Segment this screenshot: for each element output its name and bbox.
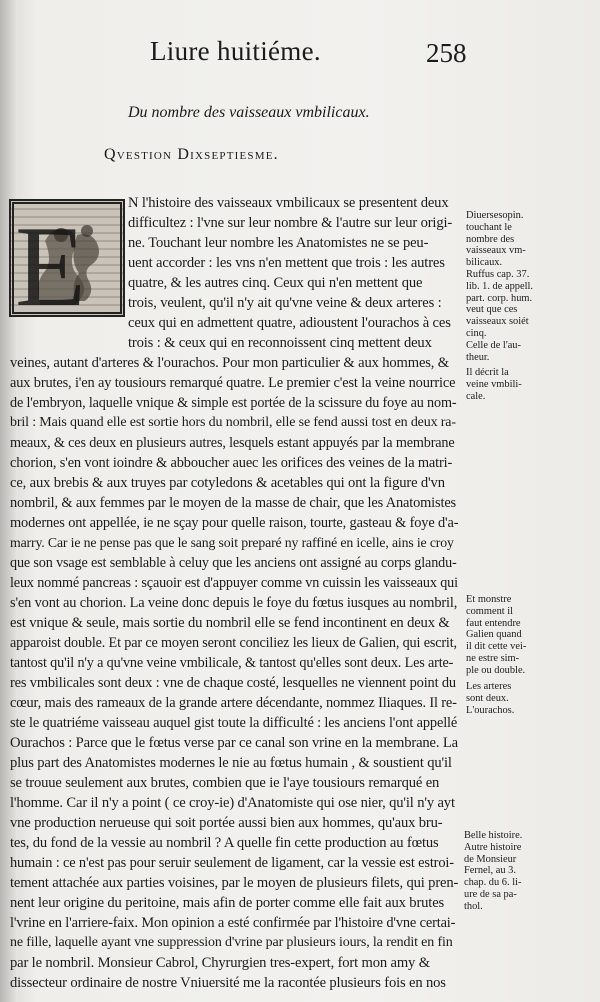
- section-title: Du nombre des vaisseaux vmbilicaux.: [128, 104, 370, 121]
- text-line: difficultez : l'vne sur leur nombre & l'autre sur leur origi-: [128, 215, 453, 231]
- text-line: veines, autant d'arteres & l'ourachos. Pour mon particulier & aux hommes, &: [10, 355, 450, 371]
- text-line: bril : Mais quand elle est sortie hors du nombril, elle se fend aussi tost en deux ra-: [10, 415, 456, 430]
- text-line: ce, aux brebis & aux truyes par cotyledons & acetables qui ont la figure d'vn: [10, 475, 445, 491]
- text-line: par le nombril. Monsieur Cabrol, Chyrurgien tres-expert, fort mon amy &: [10, 955, 430, 971]
- text-line: modernes ont appellée, ie ne sçay pour quelle raison, tourte, gasteau & foye d'a-: [10, 515, 459, 531]
- text-line: plus part des Anatomistes modernes le nie au fœtus humain , & soustient qu'il: [10, 755, 452, 771]
- text-line: marry. Car ie ne pense pas que le sang soit preparé ny raffiné en icelle, ains ie croy: [10, 535, 454, 550]
- text-line: de l'embryon, laquelle vnique & simple est portée de la scissure du foye au nom-: [10, 395, 457, 411]
- text-line: N l'histoire des vaisseaux vmbilicaux se presentent deux: [128, 195, 449, 211]
- svg-text:E: E: [15, 203, 86, 315]
- text-line: vne production nerueuse qui soit portée aussi bien aux hommes, qu'aux bru-: [10, 815, 443, 831]
- text-line: est vnique & seule, mais sortie du nombril elle se fend incontinent en deux &: [10, 615, 450, 631]
- text-line: dissecteur ordinaire de nostre Vniuersité me la racontée plusieurs fois en nos: [10, 975, 446, 991]
- text-line: aux brutes, i'en ay tousiours remarqué quatre. Le premier c'est la veine nourrice: [10, 375, 456, 391]
- page-number: 258: [426, 38, 467, 68]
- text-line: chorion, s'en vont ioindre & abboucher auec les orifices des veines de la matri-: [10, 455, 453, 471]
- text-line: trois : & ceux qui en reconnoissent cinq mettent deux: [128, 335, 432, 351]
- text-line: ste le quatriéme vaisseau auquel gist toute la difficulté : les anciens l'ont appellé: [10, 715, 458, 731]
- running-header-title: Liure huitiéme.: [150, 36, 321, 66]
- text-line: res vmbilicales sont deux : vne de chaque costé, lesquelles ne viennent point du: [10, 675, 456, 691]
- text-line: nent leur origine du peritoine, mais afin de porter comme elle fait aux brutes: [10, 895, 445, 911]
- margin-note: Diuersesopin. touchant le nombre des vaisseaux vm- bilicaux. Ruffus cap. 37. lib. 1. de appell. part. corp. hum. veut que ces vaisseaux soiét cinq. Celle de l'au- theur.: [466, 210, 533, 363]
- text-line: ne. Touchant leur nombre les Anatomistes ne se peu-: [128, 235, 429, 251]
- text-line: quatre, & les autres cinq. Ceux qui n'en mettent que: [128, 275, 423, 291]
- margin-note: Et monstre comment il faut entendre Galien quand il dit cette vei- ne estre sim- ple ou double.: [466, 594, 527, 676]
- text-line: trois, veulent, qu'il n'y ait qu'vne veine & deux arteres :: [128, 295, 442, 311]
- text-line: ne fille, laquelle ayant vne suppression d'vrine par plusieurs iours, la rendit en fin: [10, 935, 453, 950]
- margin-note: Belle histoire. Autre histoire de Monsieur Fernel, au 3. chap. du 6. li- ure de sa pa- thol.: [464, 830, 523, 912]
- text-line: cœur, mais des rameaux de la grande artere décendante, nommez Iliaques. Il re-: [10, 695, 457, 711]
- text-line: meaux, & ces deux en plusieurs autres, lesquels estant appuyés par la membrane: [10, 435, 455, 451]
- text-line: ceux qui en admettent quatre, adioustent l'ourachos à ces: [128, 315, 451, 331]
- text-line: que son vsage est semblable à celuy que les anciens ont assigné au corps glandu-: [10, 555, 457, 571]
- text-line: nombril, & aux femmes par le moyen de la masse de chair, que les Anatomistes: [10, 495, 457, 511]
- text-line: se trouue seulement aux brutes, combien que ie l'aye tousiours remarqué en: [10, 775, 440, 791]
- text-line: s'en vont au chorion. La veine donc depuis le foye du fœtus iusques au nombril,: [10, 595, 458, 611]
- text-line: tement attachée aux parties voisines, par le moyen de plusieurs filets, qui pren-: [10, 875, 459, 891]
- margin-note: Il décrit la veine vmbili- cale.: [466, 367, 522, 402]
- text-line: tes, du fond de la vessie au nombril ? A quelle fin cette production au fœtus: [10, 835, 439, 851]
- text-line: Ourachos : Parce que le fœtus verse par ce canal son vrine en la membrane. La: [10, 735, 458, 751]
- ornamental-engraved-initial-icon: [11, 201, 123, 315]
- text-line: l'homme. Car il n'y a point ( ce croy-ie) d'Anatomiste qui ose nier, qu'il n'y ayt: [10, 795, 455, 811]
- text-line: uent accorder : les vns n'en mettent que trois : les autres: [128, 255, 445, 271]
- text-line: humain : ce n'est pas pour seruir seulement de ligament, car la vessie est estroi-: [10, 855, 454, 871]
- text-line: apparoist double. Et par ce moyen seront conciliez les lieux de Galien, qui escrit,: [10, 635, 457, 651]
- ornamental-drop-cap: [9, 199, 125, 317]
- text-line: leux nommé pancreas : sçauoir est d'appuyer comme vn cuissin les vaisseaux qui: [10, 575, 458, 591]
- text-line: tantost qu'il n'y a qu'vne veine vmbilicale, & tantost qu'elles sont deux. Les arte-: [10, 655, 454, 671]
- margin-note: Les arteres sont deux. L'ourachos.: [466, 681, 515, 716]
- text-line: l'vrine en l'arriere-faix. Mon opinion a esté confirmée par l'histoire d'vne certai-: [10, 915, 456, 931]
- question-heading: Qvestion Dixseptiesme.: [104, 146, 279, 163]
